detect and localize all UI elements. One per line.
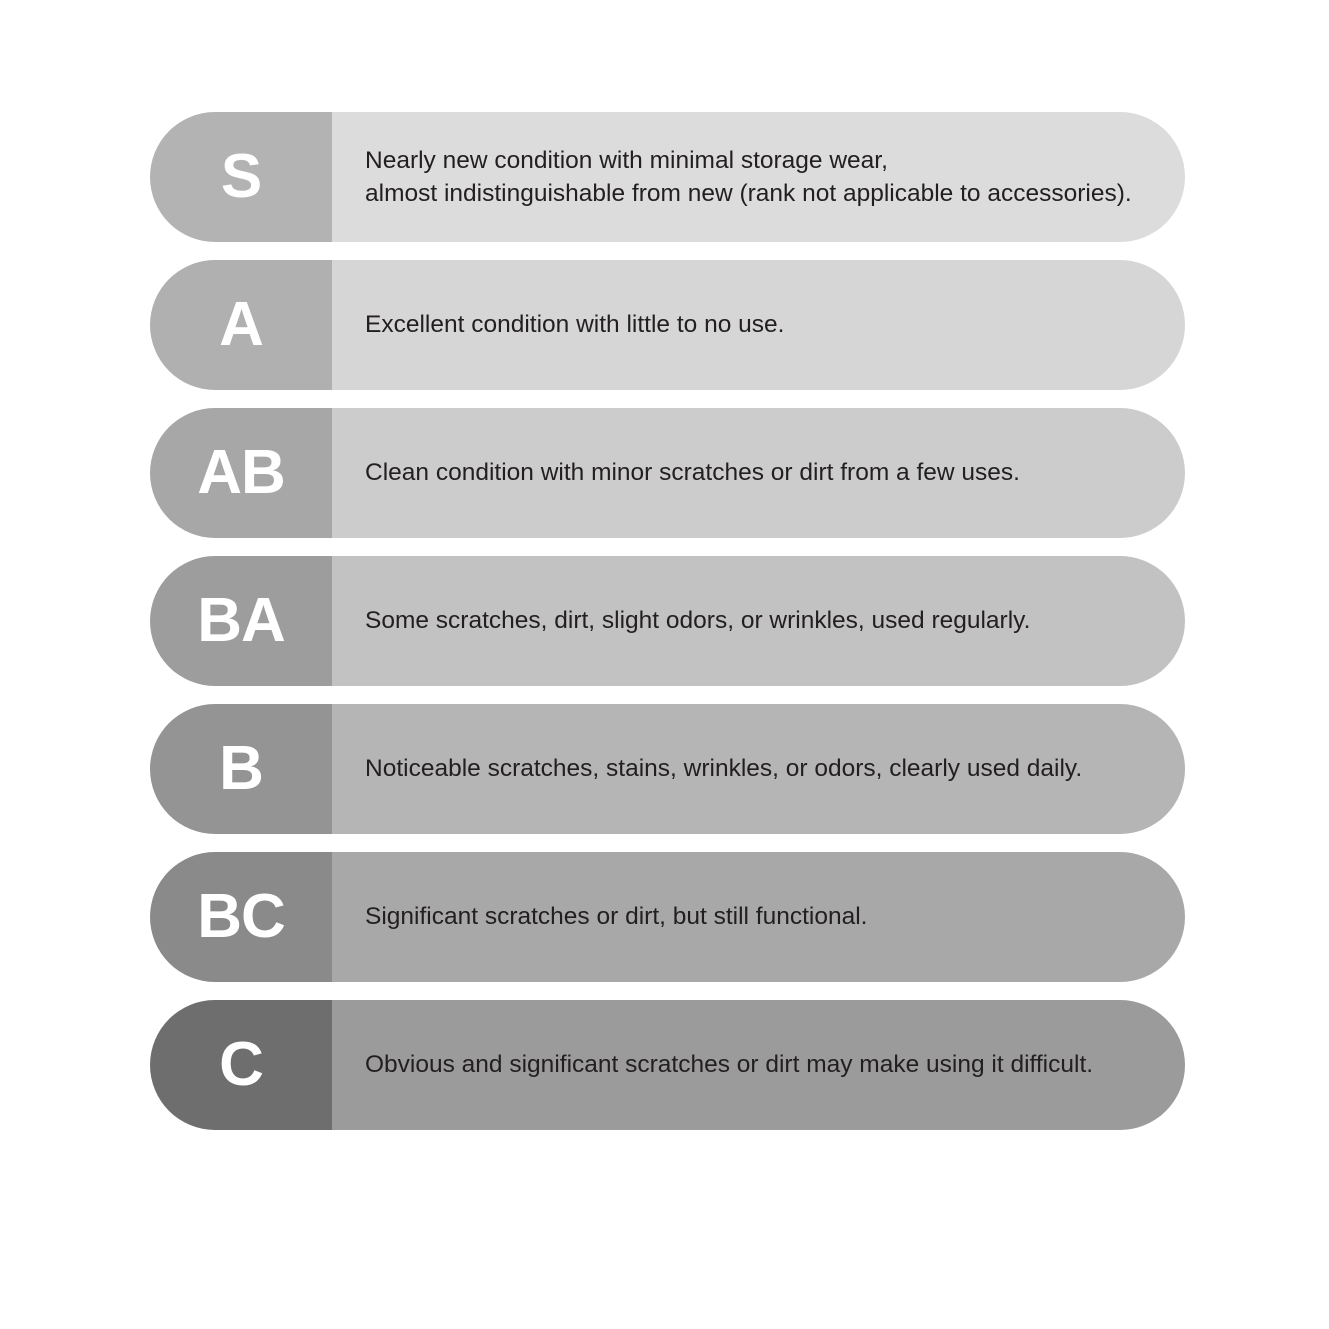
rank-description-line: Nearly new condition with minimal storage wear, [365, 146, 888, 174]
rank-description [332, 260, 1185, 390]
rank-row [150, 1000, 1185, 1130]
rank-row [150, 408, 1185, 538]
rank-description [332, 408, 1185, 538]
rank-badge: S [150, 112, 332, 242]
rank-badge: B [150, 704, 332, 834]
rank-row [150, 704, 1185, 834]
rank-description [332, 704, 1185, 834]
rank-description-line: Excellent condition with little to no use. [365, 311, 785, 339]
rank-description-line: Some scratches, dirt, slight odors, or wrinkles, used regularly. [365, 607, 1031, 635]
condition-rank-chart [150, 112, 1185, 1148]
rank-description-text [365, 1048, 1093, 1081]
rank-description-line: Significant scratches or dirt, but still functional. [365, 903, 868, 931]
rank-description-text [365, 752, 1082, 785]
rank-description [332, 1000, 1185, 1130]
rank-description [332, 852, 1185, 982]
rank-badge: AB [150, 408, 332, 538]
rank-badge: A [150, 260, 332, 390]
rank-description-text [365, 604, 1030, 637]
rank-badge: BC [150, 852, 332, 982]
rank-description-text [365, 456, 1020, 489]
rank-row [150, 556, 1185, 686]
rank-row [150, 260, 1185, 390]
rank-description-line: almost indistinguishable from new (rank not applicable to accessories). [365, 180, 1132, 207]
rank-description-text [365, 900, 867, 933]
rank-description [332, 112, 1185, 242]
rank-description-text [365, 308, 784, 341]
rank-description-line: Obvious and significant scratches or dirt may make using it difficult. [365, 1051, 1094, 1079]
rank-description-line: Noticeable scratches, stains, wrinkles, or odors, clearly used daily. [365, 755, 1083, 783]
rank-description-line: Clean condition with minor scratches or dirt from a few uses. [365, 459, 1020, 487]
rank-description [332, 556, 1185, 686]
rank-row [150, 112, 1185, 242]
rank-badge: BA [150, 556, 332, 686]
rank-row [150, 852, 1185, 982]
rank-description-text [365, 144, 1132, 210]
rank-badge: C [150, 1000, 332, 1130]
